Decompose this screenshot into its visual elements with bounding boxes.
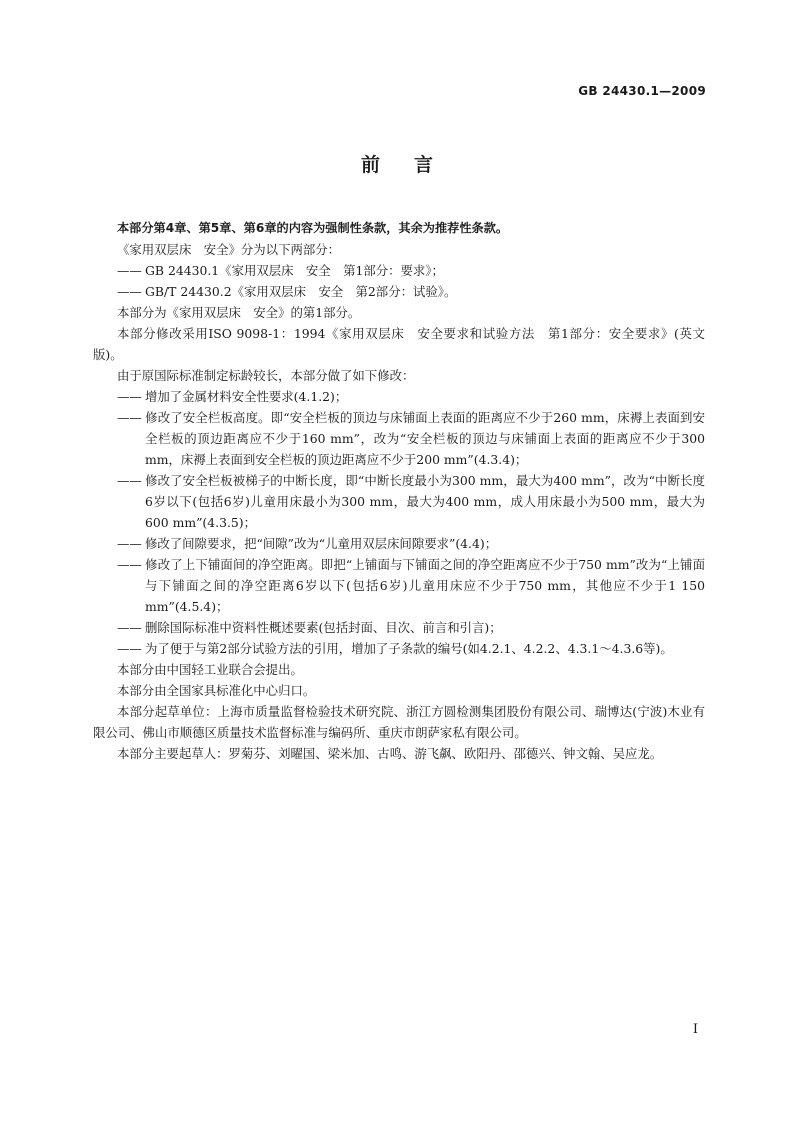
list-item-text: GB/T 24430.2《家用双层床 安全 第2部分：试验》。 <box>145 284 457 299</box>
list-item-text: 为了便于与第2部分试验方法的引用，增加了子条款的编号(如4.2.1、4.2.2、4.3.1～4.3.6等)。 <box>145 641 673 656</box>
list-item-modification-7 <box>93 638 705 659</box>
list-item-text: 删除国际标准中资料性概述要素(包括封面、目次、前言和引言)； <box>145 620 502 635</box>
dash-mark: —— <box>117 557 142 572</box>
paragraph-drafting-units: 本部分起草单位：上海市质量监督检验技术研究院、浙江方圆检测集团股份有限公司、瑞博达(宁波)木业有限公司、佛山市顺德区质量技术监督标准与编码所、重庆市朗萨家私有限公司。 <box>93 704 705 740</box>
list-item-text: GB 24430.1《家用双层床 安全 第1部分：要求》； <box>145 263 444 278</box>
paragraph-proposed-by: 本部分由中国轻工业联合会提出。 <box>117 662 303 677</box>
list-item-modification-3 <box>93 470 705 533</box>
dash-mark: —— <box>117 641 142 656</box>
page-number: I <box>692 1022 698 1037</box>
list-item-text: 修改了上下铺面间的净空距离。即把“上铺面与下铺面之间的净空距离应不少于750 mm”改为“上铺面与下铺面之间的净空距离6岁以下(包括6岁)儿童用床应不少于750 mm，其他应不少于1 150 mm”(4.5.4)； <box>145 557 705 614</box>
dash-mark: —— <box>117 284 142 299</box>
paragraph-parts-intro: 《家用双层床 安全》分为以下两部分： <box>117 242 341 257</box>
list-item-modification-1 <box>93 386 705 407</box>
list-item-text: 增加了金属材料安全性要求(4.1.2)； <box>145 389 348 404</box>
dash-mark: —— <box>117 620 142 635</box>
list-item-text: 修改了安全栏板被梯子的中断长度，即“中断长度最小为300 mm，最大为400 mm”，改为“中断长度6岁以下(包括6岁)儿童用床最小为300 mm，最大为400 mm，成人用床最小为500 mm，最大为600 mm”(4.3.5)； <box>145 473 705 530</box>
dash-mark: —— <box>117 389 142 404</box>
dash-mark: —— <box>117 410 142 425</box>
dash-mark: —— <box>117 536 142 551</box>
foreword-body <box>93 218 705 764</box>
paragraph-modifications-intro: 由于原国际标准制定标龄较长，本部分做了如下修改： <box>117 368 415 383</box>
list-item-part-1 <box>93 260 705 281</box>
paragraph-iso-adoption: 本部分修改采用ISO 9098-1：1994《家用双层床 安全要求和试验方法 第1部分：安全要求》(英文版)。 <box>93 326 705 362</box>
dash-mark: —— <box>117 263 142 278</box>
list-item-modification-5 <box>93 554 705 617</box>
paragraph-this-part: 本部分为《家用双层床 安全》的第1部分。 <box>117 305 361 320</box>
paragraph-mandatory-clauses: 本部分第4章、第5章、第6章的内容为强制性条款，其余为推荐性条款。 <box>117 221 509 235</box>
list-item-text: 修改了安全栏板高度。即“安全栏板的顶边与床铺面上表面的距离应不少于260 mm，床褥上表面到安全栏板的顶边距离应不少于160 mm”，改为“安全栏板的顶边与床铺面上表面的距离应不少于300 mm，床褥上表面到安全栏板的顶边距离应不少于200 mm”(4.3.4)； <box>145 410 705 467</box>
list-item-modification-4 <box>93 533 705 554</box>
paragraph-drafters: 本部分主要起草人：罗菊芬、刘曜国、梁米加、古鸣、游飞飙、欧阳丹、邵德兴、钟文翰、吴应龙。 <box>117 746 663 761</box>
list-item-text: 修改了间隙要求，把“间隙”改为“儿童用双层床间隙要求”(4.4)； <box>145 536 498 551</box>
list-item-modification-2 <box>93 407 705 470</box>
paragraph-administered-by: 本部分由全国家具标准化中心归口。 <box>117 683 316 698</box>
standard-code: GB 24430.1—2009 <box>578 84 706 98</box>
list-item-part-2 <box>93 281 705 302</box>
page-title: 前言 <box>360 154 467 176</box>
list-item-modification-6 <box>93 617 705 638</box>
dash-mark: —— <box>117 473 142 488</box>
